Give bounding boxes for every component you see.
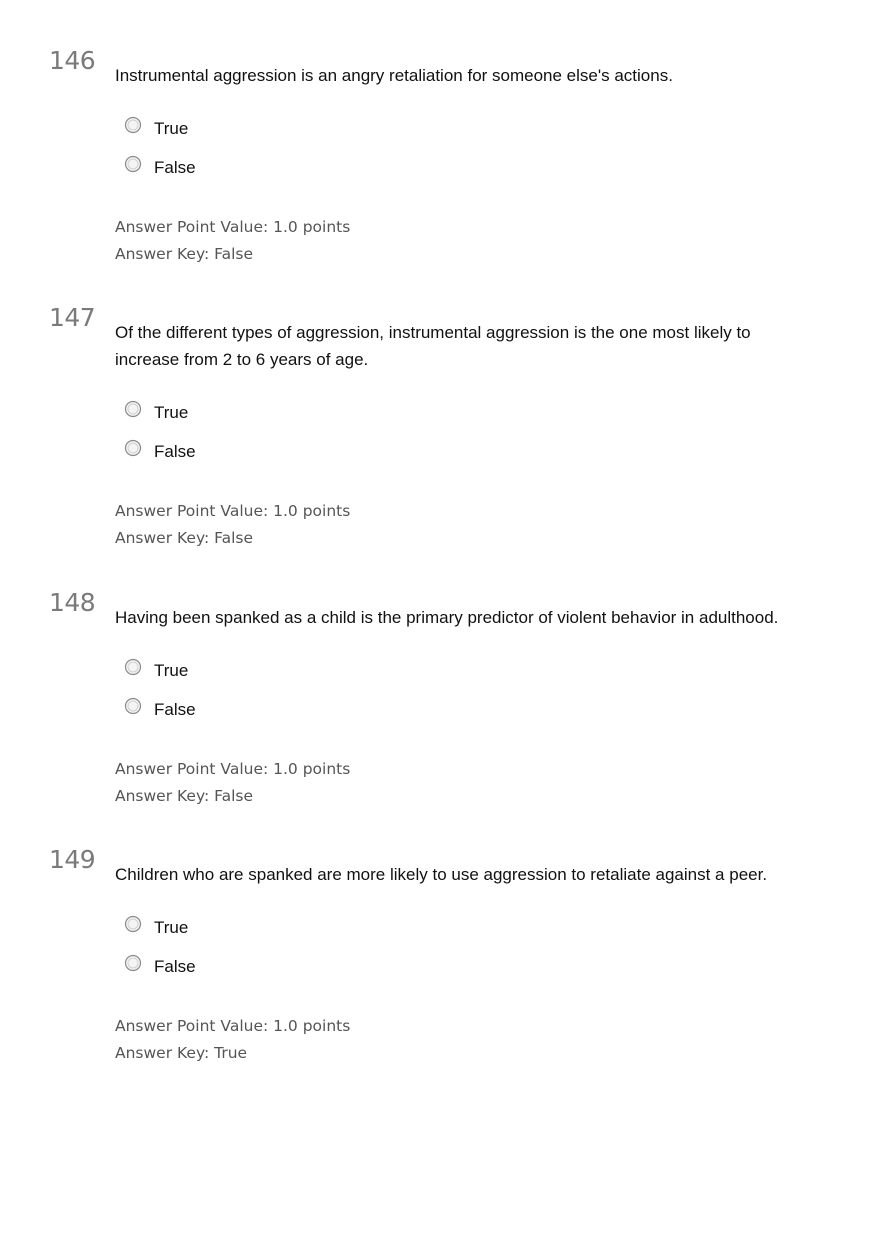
radio-button-icon[interactable]	[124, 116, 142, 134]
answer-meta	[115, 498, 350, 552]
answer-key: Answer Key: False	[115, 245, 254, 263]
answer-point-value: Answer Point Value: 1.0 points	[115, 218, 351, 236]
radio-button-icon[interactable]	[124, 954, 142, 972]
option-label[interactable]: False	[154, 956, 196, 976]
radio-button-icon[interactable]	[124, 658, 142, 676]
question-text: Having been spanked as a child is the primary predictor of violent behavior in adulthood.	[115, 608, 779, 627]
answer-key: Answer Key: True	[115, 1044, 248, 1062]
option-label[interactable]: True	[154, 403, 189, 422]
answer-meta	[115, 756, 350, 810]
question-number: 147	[49, 303, 96, 332]
radio-button-icon[interactable]	[124, 697, 142, 715]
option-label[interactable]: False	[154, 157, 196, 177]
radio-button-icon[interactable]	[124, 400, 142, 418]
option-label[interactable]: False	[154, 441, 196, 461]
radio-button-icon[interactable]	[124, 915, 142, 933]
question-text: Instrumental aggression is an angry retaliation for someone else's actions.	[115, 66, 673, 85]
radio-button-icon[interactable]	[124, 155, 142, 173]
option-label[interactable]: True	[154, 119, 189, 138]
option-label[interactable]: True	[154, 918, 189, 937]
option-label[interactable]: False	[154, 699, 196, 719]
answer-point-value: Answer Point Value: 1.0 points	[115, 1017, 351, 1035]
question-number: 146	[49, 46, 96, 75]
answer-point-value: Answer Point Value: 1.0 points	[115, 502, 351, 520]
question-text: Children who are spanked are more likely to use aggression to retaliate against a peer.	[115, 865, 768, 884]
answer-key: Answer Key: False	[115, 529, 254, 547]
answer-point-value: Answer Point Value: 1.0 points	[115, 760, 351, 778]
question-number: 149	[49, 845, 96, 874]
radio-button-icon[interactable]	[124, 439, 142, 457]
answer-meta	[115, 1013, 350, 1067]
question-number: 148	[49, 588, 96, 617]
answer-meta	[115, 214, 350, 268]
question-text: Of the different types of aggression, instrumental aggression is the one most likely to increase from 2 to 6 years of age.	[115, 323, 751, 369]
option-label[interactable]: True	[154, 661, 189, 680]
answer-key: Answer Key: False	[115, 787, 254, 805]
